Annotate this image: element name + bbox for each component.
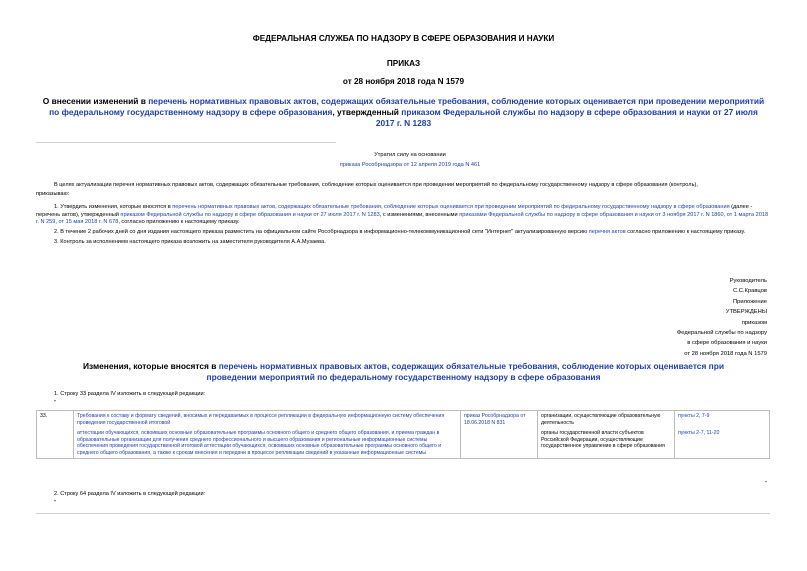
- approved-agency-1: Федеральной службы по надзору: [676, 330, 767, 337]
- bottom-divider: [36, 513, 770, 514]
- p3-a: 1. Утвердить изменения, которые вносятся в: [54, 204, 173, 211]
- signature-role: Руководитель: [729, 278, 767, 284]
- change-item-2: 2. Строку 64 раздела IV изложить в следующей редакции:: [54, 491, 206, 497]
- quote-open: ": [54, 400, 56, 406]
- agency-title: ФЕДЕРАЛЬНАЯ СЛУЖБА ПО НАДЗОРУ В СФЕРЕ ОБРАЗОВАНИЯ И НАУКИ: [252, 34, 555, 43]
- p3-c: , с изменениями, внесенными: [379, 211, 460, 218]
- changes-title: [60, 361, 747, 383]
- points-2[interactable]: пункты 2-7, 11-20: [675, 428, 770, 459]
- notice-line: Утратил силу на основании: [374, 152, 446, 158]
- quote-close: ": [765, 481, 767, 487]
- p3-link-orders[interactable]: приказами Федеральной службы по надзору в сфере образования и науки от 3 ноября 2017 г. N 1860, от 1 марта 2018 г. N 259, от 15 мая 2018 г. N 678: [36, 211, 769, 225]
- title-prefix: О внесении изменений в: [42, 96, 149, 106]
- changes-title-prefix: Изменения, которые вносятся в: [82, 361, 219, 371]
- quote-open-2: ": [54, 500, 56, 506]
- paragraph-item-3: 3. Контроль за исполнением настоящего приказа возложить на заместителя руководителя А.А.Музаева.: [54, 239, 326, 246]
- approved-date: от 28 ноября 2018 года N 1579: [684, 350, 767, 357]
- p3-link-order[interactable]: приказом Федеральной службы по надзору в сфере образования и науки от 27 июля 2017 г. N 1283: [120, 211, 380, 218]
- approved-order: приказом: [741, 319, 767, 326]
- paragraph-order: приказываю:: [36, 191, 70, 198]
- approved-agency-2: в сфере образования и науки: [687, 340, 767, 347]
- appendix-label: Приложение: [732, 298, 767, 305]
- points-1[interactable]: пункты 2, 7-9: [675, 411, 770, 429]
- p4-link[interactable]: перечня актов: [588, 229, 626, 236]
- row-number: 33.: [37, 411, 74, 459]
- notice-link[interactable]: приказа Рособрнадзора от 12 апреля 2019 года N 461: [339, 162, 481, 169]
- act-reference[interactable]: приказ Рособрнадзора от 18.06.2018 N 831: [461, 411, 538, 459]
- table-row: [37, 428, 770, 459]
- p3-d: , согласно приложению к настоящему приказу.: [118, 218, 240, 225]
- p4-a: 2. В течение 2 рабочих дней со дня издания настоящего приказа разместить на официальном сайте Рособрнадзора в информационно-телекоммуникационной сети "Интернет" актуализированную версию: [54, 229, 589, 236]
- p3-link-list[interactable]: перечень нормативных правовых актов, содержащих обязательные требования, соблюдение которых оценивается при проведении мероприятий по федеральному государственному надзору в сфере образования: [172, 204, 730, 211]
- replacement-table: [36, 410, 770, 459]
- body: [36, 182, 772, 246]
- change-item-1: 1. Строку 33 раздела IV изложить в следующей редакции:: [54, 391, 206, 397]
- subject-2: органы государственной власти субъектов Российской Федерации, осуществляющие государственное управление в сфере образования: [538, 428, 675, 459]
- table-row: [37, 411, 770, 429]
- divider: [36, 142, 336, 143]
- paragraph-item-1: [36, 204, 772, 226]
- title-middle: , утвержденный: [332, 107, 402, 117]
- approved-label: УТВЕРЖДЕНЫ: [725, 309, 767, 316]
- doc-title: [40, 96, 767, 129]
- paragraph-intro: В целях актуализации перечня нормативных правовых актов, содержащих обязательные требования, соблюдение которых оценивается при проведении мероприятий по федеральному государственному надзору в сфере образования (контроль),: [54, 182, 698, 188]
- requirement-text-2[interactable]: аттестации обучающихся, освоивших основные образовательные программы основного общего и среднего общего образования, и приема граждан в образовательные организации для получения среднего профессионального и высшего образования и региональные информационные системы обеспечения проведения государственной итоговой аттестации обучающихся, освоивших основные образовательные программы основного общего и среднего общего образования, а также к срокам внесения и передачи в процессе репликации сведений в указанные информационные системы: [74, 428, 461, 459]
- title-link-list[interactable]: перечень нормативных правовых актов, содержащих обязательные требования, соблюдение которых оценивается при проведении мероприятий по федеральному государственному надзору в сфере образования: [49, 96, 765, 117]
- p4-b: согласно приложению к настоящему приказу.: [625, 229, 746, 236]
- doc-type: ПРИКАЗ: [386, 59, 421, 68]
- notice: [300, 152, 520, 169]
- signature-block: [677, 276, 767, 359]
- title-link-order[interactable]: приказом Федеральной службы по надзору в сфере образования и науки от 27 июля 2017 г. N 1283: [375, 107, 758, 128]
- paragraph-item-2: [36, 229, 772, 236]
- doc-date-number: от 28 ноября 2018 года N 1579: [342, 77, 465, 86]
- subject-1: организации, осуществляющие образовательную деятельность: [538, 411, 675, 429]
- signature-name: С.С.Кравцов: [732, 288, 767, 295]
- p3-b: (далее - перечень актов), утвержденный: [36, 204, 753, 218]
- requirement-text-1[interactable]: Требования к составу и формату сведений, вносимых и передаваемых в процессе репликации в федеральную информационную систему обеспечения проведения государственной итоговой: [74, 411, 461, 429]
- changes-title-link[interactable]: перечень нормативных правовых актов, содержащих обязательные требования, соблюдение которых оценивается при проведении мероприятий по федеральному государственному надзору в сфере образования: [206, 361, 725, 382]
